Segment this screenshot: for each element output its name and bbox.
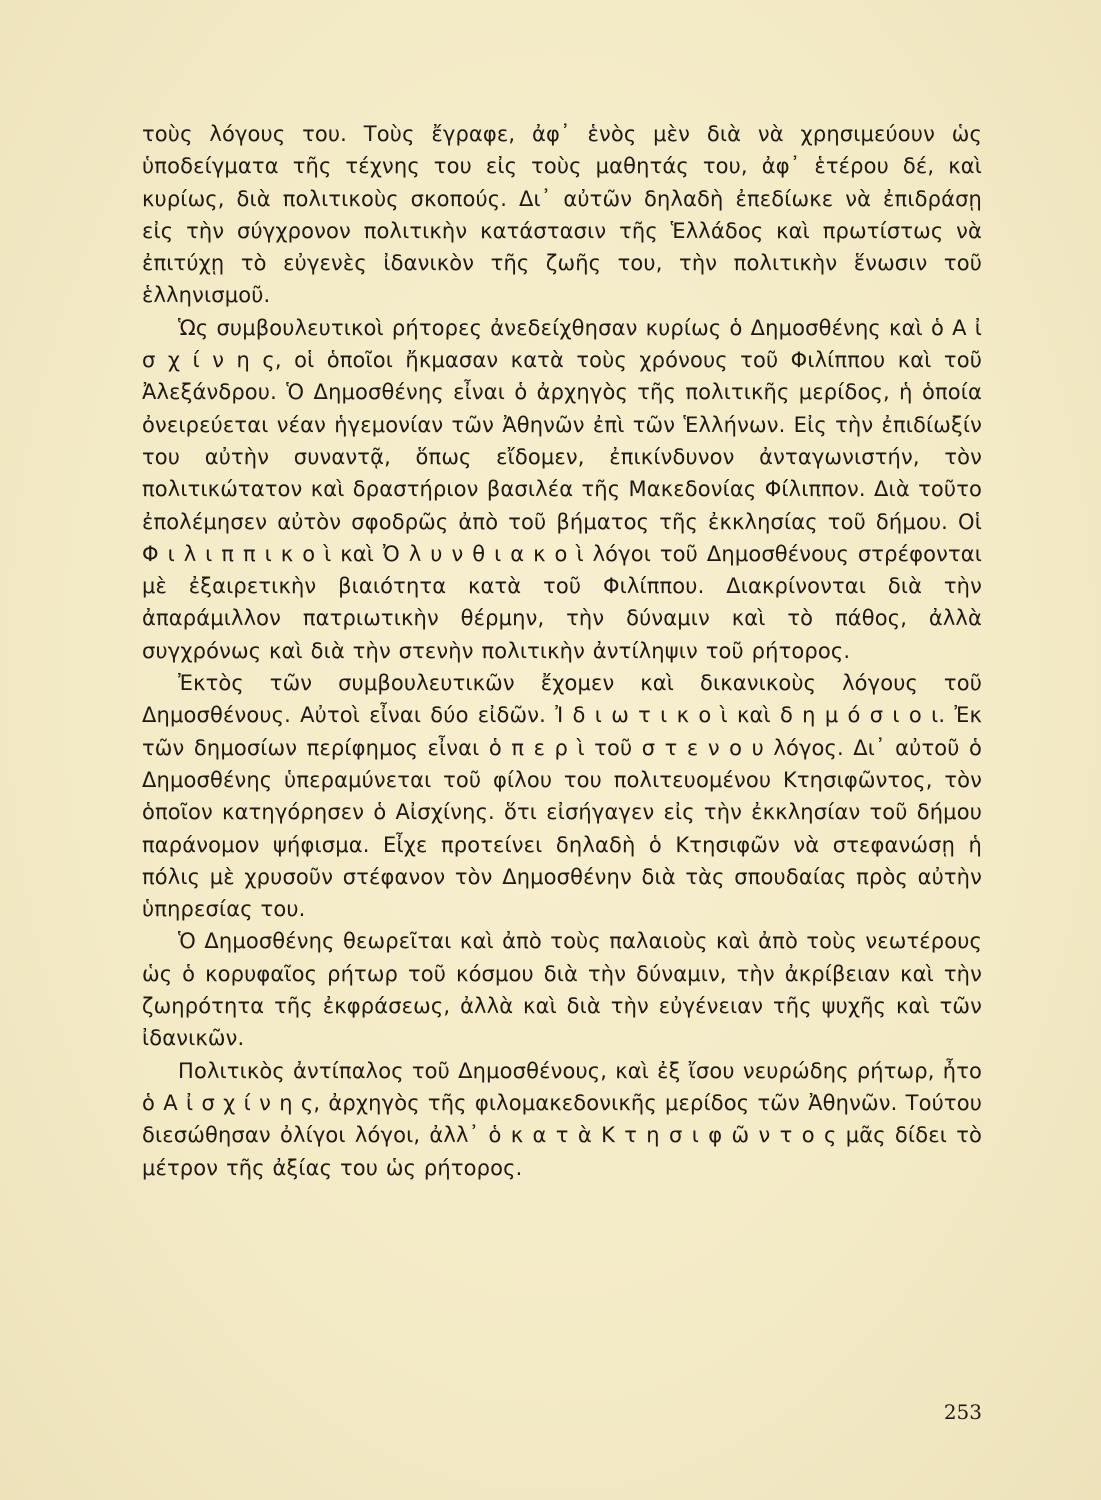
page-number: 253: [943, 1400, 982, 1424]
paragraph-2: Ὡς συμβουλευτικοὶ ρήτορες ἀνεδείχθησαν κυρίως ὁ Δημοσθένης καὶ ὁ Α ἰ σ χ ί ν η ς, οἱ ὁποῖοι ἤκμασαν κατὰ τοὺς χρόνους τοῦ Φιλίππου καὶ τοῦ Ἀλεξάνδρου. Ὁ Δημοσθένης εἶναι ὁ ἀρχηγὸς τῆς πολιτικῆς μερίδος, ἡ ὁποία ὀνειρεύεται νέαν ἡγεμονίαν τῶν Ἀθηνῶν ἐπὶ τῶν Ἑλλήνων. Εἰς τὴν ἐπιδίωξίν του αὐτὴν συναντᾷ, ὅπως εἴδομεν, ἐπικίνδυνον ἀνταγωνιστήν, τὸν πολιτικώτατον καὶ δραστήριον βασιλέα τῆς Μακεδονίας Φίλιππον. Διὰ τοῦτο ἐπολέμησεν αὐτὸν σφοδρῶς ἀπὸ τοῦ βήματος τῆς ἐκκλησίας τοῦ δήμου. Οἱ Φ ι λ ι π π ι κ ο ὶ καὶ Ὀ λ υ ν θ ι α κ ο ὶ λόγοι τοῦ Δημοσθένους στρέφονται μὲ ἐξαιρετικὴν βιαιότητα κατὰ τοῦ Φιλίππου. Διακρίνονται διὰ τὴν ἀπαράμιλλον πατριωτικὴν θέρμην, τὴν δύναμιν καὶ τὸ πάθος, ἀλλὰ συγχρόνως καὶ διὰ τὴν στενὴν πολιτικὴν ἀντίληψιν τοῦ ρήτορος.: [142, 315, 982, 663]
paragraph-4: Ὁ Δημοσθένης θεωρεῖται καὶ ἀπὸ τοὺς παλαιοὺς καὶ ἀπὸ τοὺς νεωτέρους ὡς ὁ κορυφαῖος ρήτωρ τοῦ κόσμου διὰ τὴν δύναμιν, τὴν ἀκρίβειαν καὶ τὴν ζωηρότητα τῆς ἐκφράσεως, ἀλλὰ καὶ διὰ τὴν εὐγένειαν τῆς ψυχῆς καὶ τῶν ἰδανικῶν.: [142, 929, 982, 1051]
paragraph-1: τοὺς λόγους του. Τοὺς ἔγραφε, ἀφ᾽ ἑνὸς μὲν διὰ νὰ χρησιμεύουν ὡς ὑποδείγματα τῆς τέχνης του εἰς τοὺς μαθητάς του, ἀφ᾽ ἑτέρου δέ, καὶ κυρίως, διὰ πολιτικοὺς σκοπούς. Δι᾽ αὐτῶν δηλαδὴ ἐπεδίωκε νὰ ἐπιδράσῃ εἰς τὴν σύγχρονον πολιτικὴν κατάστασιν τῆς Ἑλλάδος καὶ πρωτίστως νὰ ἐπιτύχῃ τὸ εὐγενὲς ἰδανικὸν τῆς ζωῆς του, τὴν πολιτικὴν ἕνωσιν τοῦ ἑλληνισμοῦ.: [142, 122, 982, 308]
paragraph-3: Ἐκτὸς τῶν συμβουλευτικῶν ἔχομεν καὶ δικανικοὺς λόγους τοῦ Δημοσθένους. Αὐτοὶ εἶναι δύο εἰδῶν. Ἰ δ ι ω τ ι κ ο ὶ καὶ δ η μ ό σ ι ο ι. Ἐκ τῶν δημοσίων περίφημος εἶναι ὁ π ε ρ ὶ τοῦ σ τ ε ν ο υ λόγος. Δι᾽ αὐτοῦ ὁ Δημοσθένης ὑπεραμύνεται τοῦ φίλου του πολιτευομένου Κτησιφῶντος, τὸν ὁποῖον κατηγόρησεν ὁ Αἰσχίνης. ὅτι εἰσήγαγεν εἰς τὴν ἐκκλησίαν τοῦ δήμου παράνομον ψήφισμα. Εἶχε προτείνει δηλαδὴ ὁ Κτησιφῶν νὰ στεφανώσῃ ἡ πόλις μὲ χρυσοῦν στέφανον τὸν Δημοσθένην διὰ τὰς σπουδαίας πρὸς αὐτὴν ὑπηρεσίας του.: [142, 671, 982, 922]
paragraph-5: Πολιτικὸς ἀντίπαλος τοῦ Δημοσθένους, καὶ ἐξ ἴσου νευρώδης ρήτωρ, ἦτο ὁ Α ἰ σ χ ί ν η ς, ἀρχηγὸς τῆς φιλομακεδονικῆς μερίδος τῶν Ἀθηνῶν. Τούτου διεσώθησαν ὀλίγοι λόγοι, ἀλλ᾽ ὁ κ α τ ὰ Κ τ η σ ι φ ῶ ν τ ο ς μᾶς δίδει τὸ μέτρον τῆς ἀξίας του ὡς ρήτορος.: [142, 1058, 982, 1180]
body-text: [142, 118, 982, 1184]
